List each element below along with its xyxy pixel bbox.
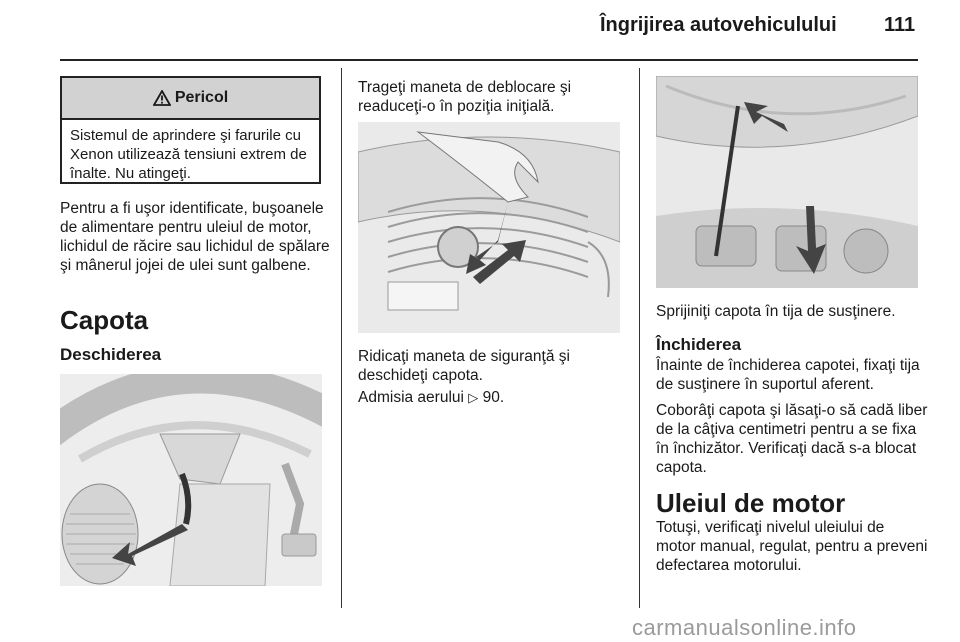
intro-paragraph: Pentru a fi uşor identificate, buşoanele de alimentare pentru uleiul de motor, lichidul de răcire sau lichidul de spălare şi mânerul jojei de ulei sunt galbene. (60, 200, 330, 274)
subsection-title-deschiderea: Deschiderea (60, 345, 162, 364)
paragraph-fix-rod: Înainte de închiderea capotei, fixaţi tija de susţinere în suportul aferent. (656, 357, 920, 393)
warning-text: Sistemul de aprindere şi farurile cu Xenon utilizează tensiuni extrem de înalte. Nu atingeţi. (70, 127, 307, 182)
paragraph-lower-hood: Coborâţi capota şi lăsaţi-o să cadă liber de la câţiva centimetri pentru a se fixa în închizător. Verificaţi dacă s-a blocat capota. (656, 402, 928, 476)
header-divider (60, 59, 918, 61)
danger-warning-box (60, 76, 321, 184)
air-intake-reference (358, 388, 628, 407)
air-intake-label: Admisia aerului (358, 389, 464, 406)
paragraph-pull-lever: Trageţi maneta de deblocare şi readuceţi-o în poziţia iniţială. (358, 79, 572, 115)
section-title-capota: Capota (60, 305, 149, 335)
paragraph-check-oil: Totuşi, verificaţi nivelul uleiului de motor manual, regulat, pentru a preveni defectarea motorului. (656, 519, 928, 574)
warning-triangle-icon (153, 90, 171, 106)
watermark-text: carmanualsonline.info (632, 615, 857, 640)
air-intake-page-link[interactable]: 90. (482, 389, 505, 406)
section-title-engine-oil: Uleiul de motor (656, 488, 846, 518)
warning-title: Pericol (174, 89, 229, 106)
column-divider (639, 68, 640, 608)
illustration-hood-prop-rod (656, 76, 918, 288)
page-header-title: Îngrijirea autovehiculului (600, 14, 837, 36)
page-number: 111 (884, 14, 916, 36)
subsection-title-inchiderea: Închiderea (656, 335, 742, 354)
paragraph-support-hood: Sprijiniţi capota în tija de susţinere. (656, 303, 896, 320)
warning-header (62, 78, 319, 120)
page-reference-arrow-icon: ▷ (468, 390, 479, 405)
column-divider (341, 68, 342, 608)
paragraph-raise-catch: Ridicaţi maneta de siguranţă şi deschideţi capota. (358, 348, 570, 384)
illustration-hood-release-lever (60, 374, 322, 586)
illustration-safety-catch (358, 122, 620, 333)
